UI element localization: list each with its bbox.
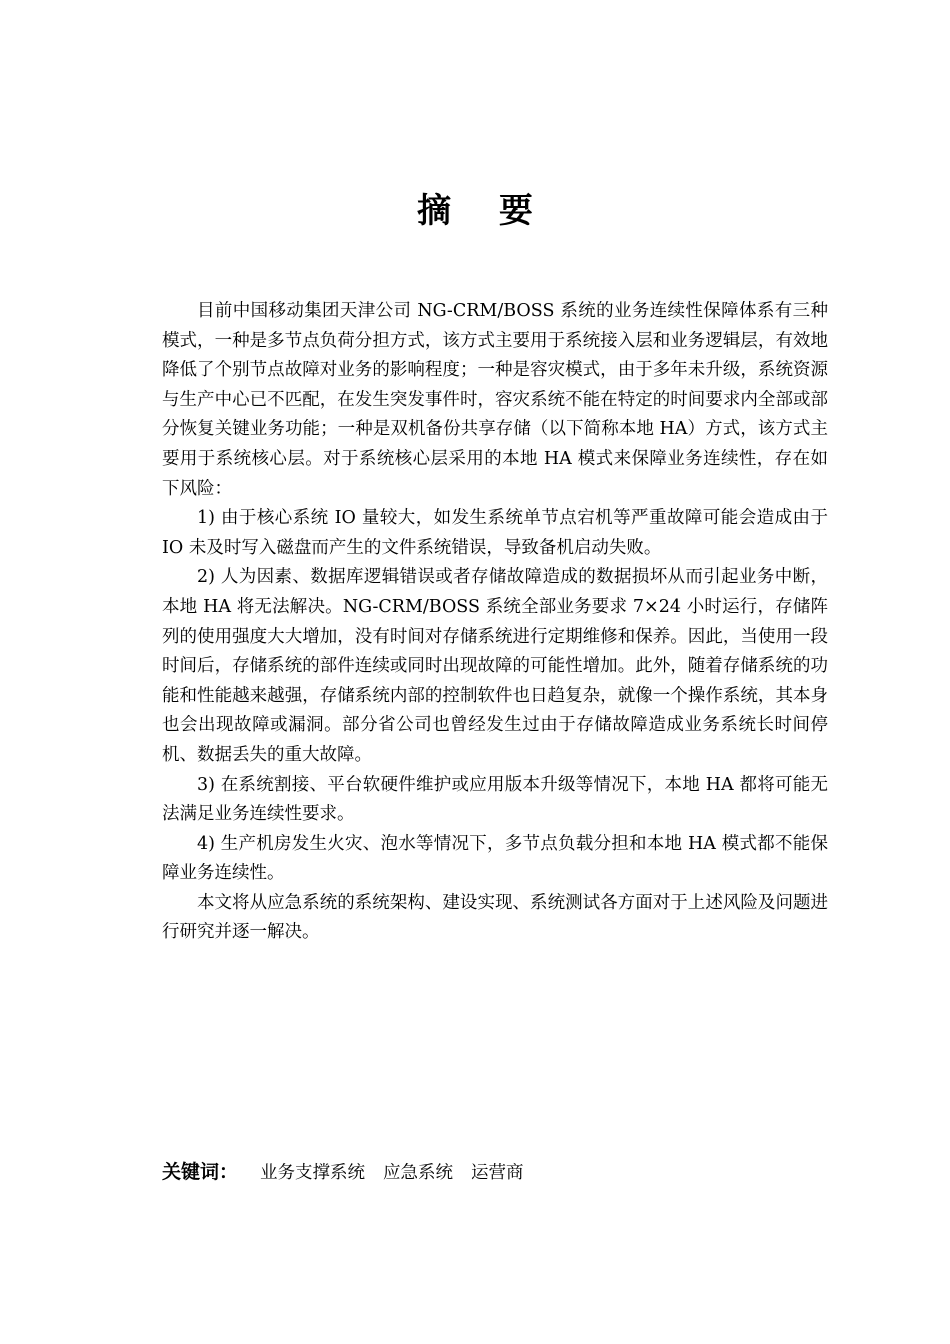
- abstract-conclusion: 本文将从应急系统的系统架构、建设实现、系统测试各方面对于上述风险及问题进行研究并逐一解决。: [162, 892, 828, 943]
- risk-item-2: 2) 人为因素、数据库逻辑错误或者存储故障造成的数据损坏从而引起业务中断，本地 HA 将无法解决。NG-CRM/BOSS 系统全部业务要求 7×24 小时运行，存储阵列的使用强度大大增加，没有时间对存储系统进行定期维修和保养。因此，当使用一段时间后，存储系统的部件连续或同时出现故障的可能性增加。此外，随着存储系统的功能和性能越来越强，存储系统内部的控制软件也日趋复杂，就像一个操作系统，其本身也会出现故障或漏洞。部分省公司也曾经发生过由于存储故障造成业务系统长时间停机、数据丢失的重大故障。: [162, 567, 828, 765]
- keywords-line: [162, 1157, 828, 1188]
- risk-item-1: 1) 由于核心系统 IO 量较大，如发生系统单节点宕机等严重故障可能会造成由于 IO 未及时写入磁盘而产生的文件系统错误，导致备机启动失败。: [162, 508, 828, 558]
- keyword: 业务支撑系统: [260, 1163, 366, 1183]
- risk-item-3: 3) 在系统割接、平台软硬件维护或应用版本升级等情况下，本地 HA 都将可能无法满足业务连续性要求。: [162, 774, 828, 825]
- risk-item-4: 4) 生产机房发生火灾、泡水等情况下，多节点负载分担和本地 HA 模式都不能保障业务连续性。: [162, 833, 828, 884]
- keyword: 应急系统: [383, 1163, 454, 1183]
- page-title: 摘 要: [417, 191, 551, 231]
- abstract-body: [162, 297, 828, 948]
- abstract-paragraph: 目前中国移动集团天津公司 NG-CRM/BOSS 系统的业务连续性保障体系有三种模式，一种是多节点负荷分担方式，该方式主要用于系统接入层和业务逻辑层，有效地降低了个别节点故障对业务的影响程度；一种是容灾模式，由于多年未升级，系统资源与生产中心已不匹配，在发生突发事件时，容灾系统不能在特定的时间要求内全部或部分恢复关键业务功能；一种是双机备份共享存储（以下简称本地 HA）方式，该方式主要用于系统核心层。对于系统核心层采用的本地 HA 模式来保障业务连续性，存在如下风险：: [162, 301, 828, 499]
- keywords-label: 关键词：: [162, 1161, 239, 1183]
- keyword: 运营商: [471, 1163, 524, 1183]
